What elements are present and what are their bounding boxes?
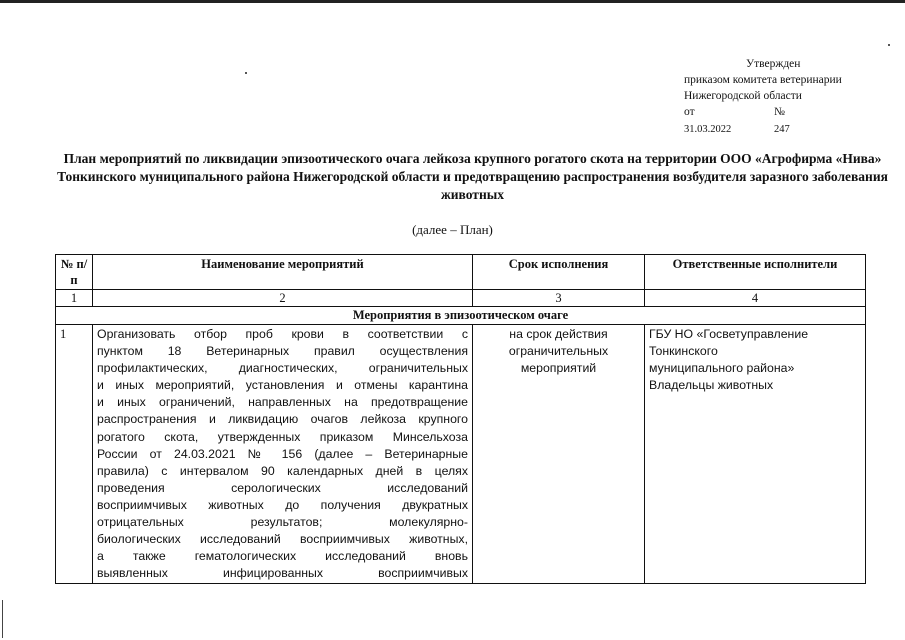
approval-labels: [684, 104, 842, 120]
activity-line: биологических исследований восприимчивых животных,: [97, 532, 468, 547]
approval-number: 247: [774, 124, 790, 135]
approval-from-label: от: [684, 106, 695, 118]
row-activity: [93, 325, 473, 584]
column-number: 1: [56, 290, 93, 307]
activity-line: и иных ограничений, направленных на предотвращение: [97, 395, 468, 410]
column-number: 3: [473, 290, 645, 307]
table-header-row: [56, 255, 866, 290]
activity-line: проведения серологических исследований: [97, 480, 468, 495]
activity-line: России от 24.03.2021 № 156 (далее – Ветеринарные: [97, 446, 468, 461]
scan-edge-mark: [2, 600, 3, 638]
activity-line: отрицательных результатов; молекулярно-: [97, 515, 468, 530]
activity-line: правила) с интервалом 90 календарных дней в целях: [97, 463, 468, 478]
document-title: План мероприятий по ликвидации эпизоотического очага лейкоза крупного рогатого скота на территории ООО «Агрофирма «Нива» Тонкинского муниципального района Нижегородской области и предотвращению распространения возбудителя заразного заболевания животных: [57, 151, 888, 202]
approval-values: [684, 122, 842, 138]
deadline-line: мероприятий: [520, 361, 597, 376]
deadline-line: ограничительных: [508, 344, 609, 359]
column-number: 2: [93, 290, 473, 307]
activity-line: Организовать отбор проб крови в соответствии с: [97, 327, 468, 341]
approval-number-label: №: [774, 106, 785, 118]
plan-table: [55, 254, 866, 584]
header-number: № п/п: [56, 255, 93, 290]
activity-line: профилактических, диагностических, ограничительных: [97, 361, 468, 376]
header-deadline: Срок исполнения: [473, 255, 645, 290]
activity-line: восприимчивых животных до получения двукратных: [97, 497, 468, 512]
row-number: 1: [56, 325, 93, 584]
activity-line: распространения и ликвидацию очагов лейкоза крупного: [97, 412, 468, 427]
activity-line: рогатого скота, утвержденных приказом Минсельхоза: [97, 429, 468, 444]
header-activity: Наименование мероприятий: [93, 255, 473, 290]
activity-line: выявленных инфицированных восприимчивых: [97, 566, 468, 581]
scan-speck: [245, 72, 247, 74]
approval-stamp: [684, 56, 842, 138]
approval-line-1: Утвержден: [746, 58, 801, 70]
column-number-row: [56, 290, 866, 307]
executor-line: Владельцы животных: [649, 378, 774, 393]
header-executors: Ответственные исполнители: [645, 255, 866, 290]
row-executors: [645, 325, 866, 584]
approval-line-2: приказом комитета ветеринарии: [684, 74, 842, 86]
executor-line: ГБУ НО «Госветуправление: [649, 327, 809, 341]
deadline-line: на срок действия: [509, 327, 608, 341]
document-subtitle: (далее – План): [412, 222, 493, 237]
scan-speck: [888, 44, 890, 46]
activity-line: пунктом 18 Ветеринарных правил осуществления: [97, 344, 468, 359]
executor-line: муниципального района»: [649, 361, 795, 376]
activity-line: и иных мероприятий, установления и отмены карантина: [97, 378, 468, 393]
section-row: [56, 307, 866, 325]
approval-line-3: Нижегородской области: [684, 90, 802, 102]
activity-line: а также гематологических исследований вновь: [97, 549, 468, 564]
approval-date: 31.03.2022: [684, 124, 732, 135]
scan-top-border: [0, 0, 905, 3]
table-row: [56, 325, 866, 584]
section-title: Мероприятия в эпизоотическом очаге: [56, 307, 866, 325]
row-deadline: [473, 325, 645, 584]
executor-line: Тонкинского: [649, 344, 718, 359]
column-number: 4: [645, 290, 866, 307]
